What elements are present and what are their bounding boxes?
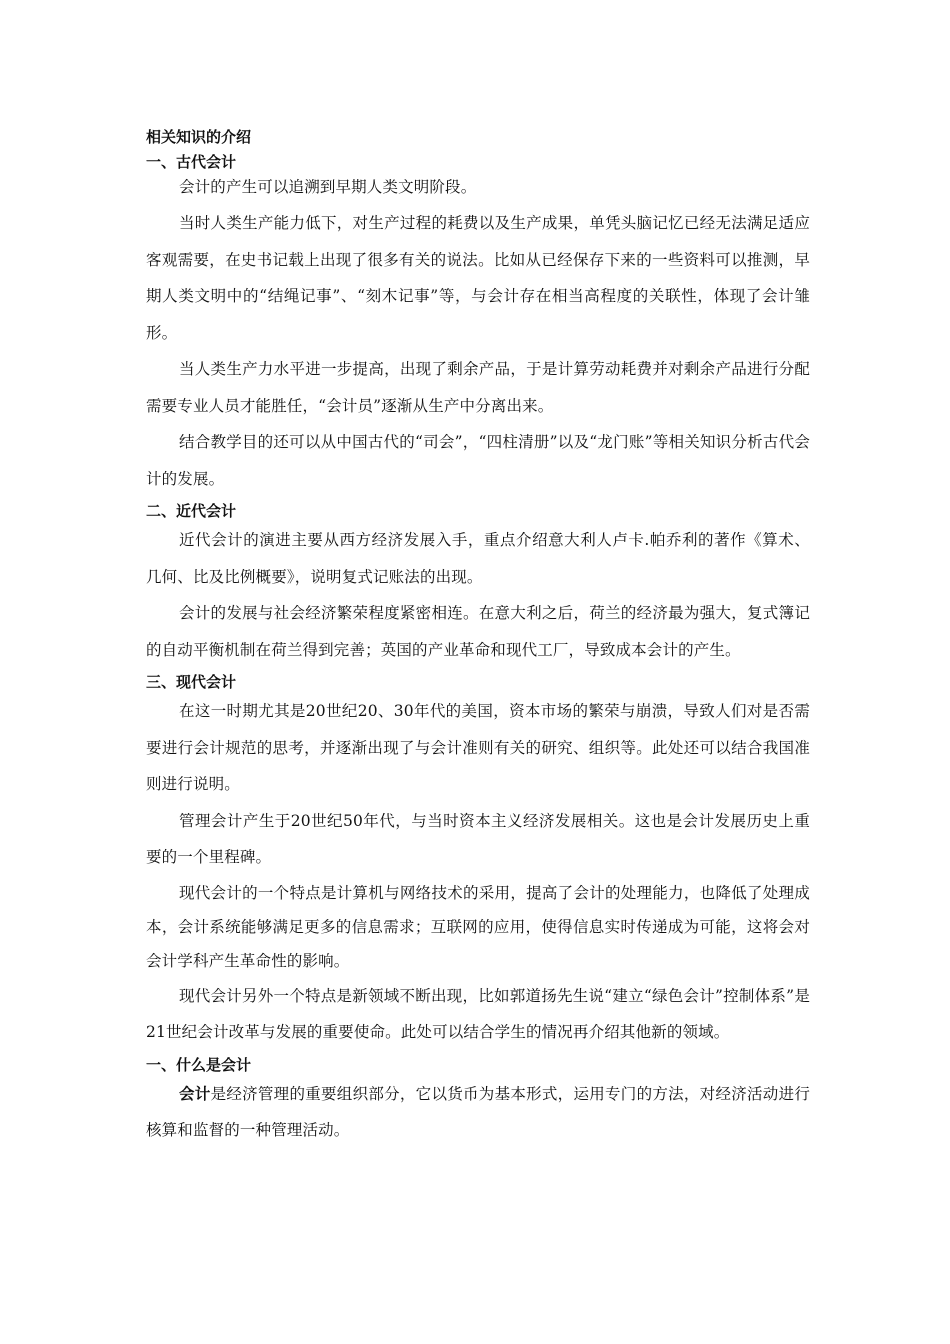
- section-heading-contemporary: 三、现代会计: [146, 673, 237, 691]
- paragraph: 结合教学目的还可以从中国古代的“司会”，“四柱清册”以及“龙门账”等相关知识分析古代会计的发展。: [146, 433, 810, 488]
- paragraph: 现代会计的一个特点是计算机与网络技术的采用，提高了会计的处理能力，也降低了处理成本，会计系统能够满足更多的信息需求；互联网的应用，使得信息实时传递成为可能，这将会对会计学科产生革命性的影响。: [146, 883, 810, 970]
- document-page: [146, 126, 810, 1149]
- paragraph: 在这一时期尤其是20世纪20、30年代的美国，资本市场的繁荣与崩溃，导致人们对是否需要进行会计规范的思考，并逐渐出现了与会计准则有关的研究、组织等。此处还可以结合我国准则进行说明。: [146, 702, 810, 793]
- section-heading-ancient: 一、古代会计: [146, 153, 237, 171]
- section-heading-what-is-accounting: 一、什么是会计: [146, 1055, 252, 1074]
- paragraph: 管理会计产生于20世纪50年代，与当时资本主义经济发展相关。这也是会计发展历史上重要的一个里程碑。: [146, 811, 810, 866]
- section-heading-modern-early: 二、近代会计: [146, 502, 237, 520]
- definition-paragraph: [146, 1076, 810, 1149]
- paragraph: 当人类生产力水平进一步提高，出现了剩余产品，于是计算劳动耗费并对剩余产品进行分配需要专业人员才能胜任，“会计员”逐渐从生产中分离出来。: [146, 360, 810, 415]
- paragraph: 近代会计的演进主要从西方经济发展入手，重点介绍意大利人卢卡.帕乔利的著作《算术、几何、比及比例概要》，说明复式记账法的出现。: [146, 531, 810, 586]
- page-title: 相关知识的介绍: [146, 128, 252, 146]
- paragraph: 现代会计另外一个特点是新领域不断出现，比如郭道扬先生说“建立“绿色会计”控制体系”是21世纪会计改革与发展的重要使命。此处可以结合学生的情况再介绍其他新的领域。: [146, 986, 810, 1041]
- paragraph: 会计的产生可以追溯到早期人类文明阶段。: [179, 178, 477, 196]
- definition-text: 是经济管理的重要组织部分，它以货币为基本形式，运用专门的方法，对经济活动进行核算和监督的一种管理活动。: [146, 1084, 810, 1139]
- definition-term: 会计: [179, 1083, 211, 1103]
- paragraph: 当时人类生产能力低下，对生产过程的耗费以及生产成果，单凭头脑记忆已经无法满足适应客观需要，在史书记载上出现了很多有关的说法。比如从已经保存下来的一些资料可以推测，早期人类文明中的“结绳记事”、“刻木记事”等，与会计存在相当高程度的关联性，体现了会计雏形。: [146, 214, 810, 342]
- paragraph: 会计的发展与社会经济繁荣程度紧密相连。在意大利之后，荷兰的经济最为强大，复式簿记的自动平衡机制在荷兰得到完善；英国的产业革命和现代工厂，导致成本会计的产生。: [146, 604, 810, 659]
